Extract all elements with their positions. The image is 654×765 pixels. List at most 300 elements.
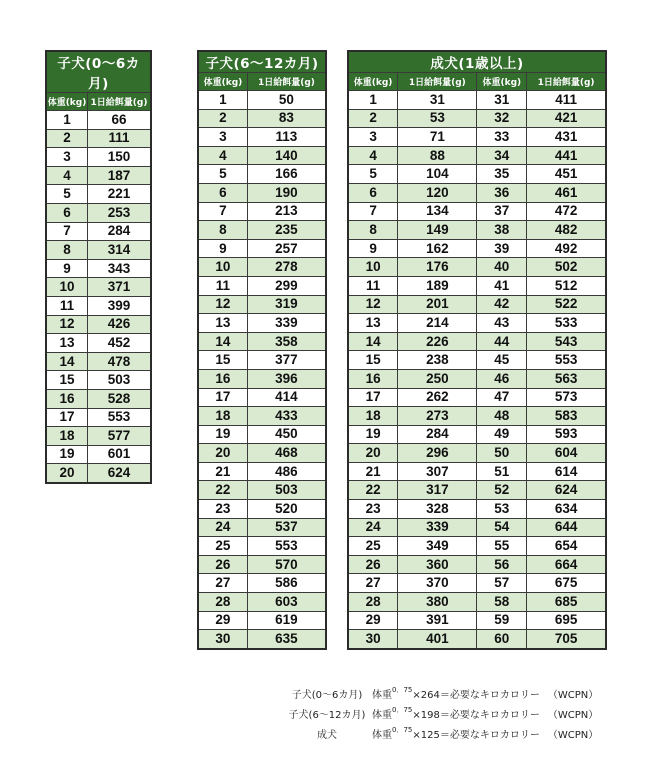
table-row	[348, 630, 606, 649]
daily-amount-cell: 349	[398, 537, 477, 556]
daily-amount-cell: 482	[527, 221, 606, 240]
daily-amount-cell: 396	[247, 369, 326, 388]
weight-cell: 3	[46, 148, 88, 167]
table-row	[348, 202, 606, 221]
table-title: 子犬(0〜6カ月)	[46, 51, 151, 93]
formula-row	[282, 703, 598, 723]
weight-cell: 12	[348, 295, 398, 314]
daily-amount-cell: 134	[398, 202, 477, 221]
weight-cell: 20	[198, 444, 247, 463]
weight-cell: 10	[348, 258, 398, 277]
table-row	[198, 500, 326, 519]
daily-amount-cell: 113	[247, 128, 326, 147]
weight-cell: 43	[477, 314, 527, 333]
table-row	[198, 481, 326, 500]
weight-cell: 16	[46, 389, 88, 408]
daily-amount-cell: 563	[527, 369, 606, 388]
weight-cell: 46	[477, 369, 527, 388]
table-row	[348, 407, 606, 426]
table-title: 子犬(6〜12カ月)	[198, 51, 326, 73]
table-row	[198, 574, 326, 593]
daily-amount-cell: 299	[247, 276, 326, 295]
daily-amount-cell: 603	[247, 593, 326, 612]
daily-amount-cell: 624	[527, 481, 606, 500]
weight-cell: 6	[348, 183, 398, 202]
daily-amount-cell: 614	[527, 462, 606, 481]
daily-amount-cell: 634	[527, 500, 606, 519]
weight-cell: 18	[46, 427, 88, 446]
weight-cell: 7	[46, 222, 88, 241]
daily-amount-cell: 503	[247, 481, 326, 500]
weight-cell: 20	[46, 464, 88, 483]
weight-cell: 29	[348, 611, 398, 630]
daily-amount-cell: 492	[527, 239, 606, 258]
daily-amount-cell: 360	[398, 555, 477, 574]
daily-amount-cell: 221	[88, 185, 151, 204]
weight-cell: 47	[477, 388, 527, 407]
weight-cell: 19	[46, 445, 88, 464]
weight-cell: 1	[46, 111, 88, 130]
table-row	[348, 593, 606, 612]
daily-amount-cell: 257	[247, 239, 326, 258]
formula-source: （WCPN）	[547, 709, 599, 721]
weight-cell: 17	[348, 388, 398, 407]
weight-cell: 54	[477, 518, 527, 537]
daily-amount-cell: 461	[527, 183, 606, 202]
weight-cell: 58	[477, 593, 527, 612]
table-row	[46, 222, 151, 241]
weight-cell: 55	[477, 537, 527, 556]
table-row	[46, 352, 151, 371]
table-row	[198, 407, 326, 426]
weight-cell: 27	[348, 574, 398, 593]
daily-amount-cell: 705	[527, 630, 606, 649]
formula-base: 体重	[372, 690, 392, 701]
daily-amount-cell: 273	[398, 407, 477, 426]
weight-cell: 24	[198, 518, 247, 537]
daily-amount-cell: 377	[247, 351, 326, 370]
weight-cell: 19	[198, 425, 247, 444]
column-header-weight: 体重(kg)	[46, 93, 88, 111]
weight-cell: 37	[477, 202, 527, 221]
weight-cell: 17	[46, 408, 88, 427]
weight-cell: 16	[348, 369, 398, 388]
column-header-daily-amount-2: 1日給餌量(g)	[527, 73, 606, 91]
table-row	[46, 389, 151, 408]
weight-cell: 45	[477, 351, 527, 370]
table-row	[348, 91, 606, 110]
table-row	[198, 91, 326, 110]
daily-amount-cell: 685	[527, 593, 606, 612]
weight-cell: 7	[348, 202, 398, 221]
formula-rest: ×264＝必要なキロカロリー	[412, 690, 540, 701]
weight-cell: 34	[477, 146, 527, 165]
column-header-weight-2: 体重(kg)	[477, 73, 527, 91]
table-row	[348, 332, 606, 351]
daily-amount-cell: 262	[398, 388, 477, 407]
weight-cell: 21	[348, 462, 398, 481]
daily-amount-cell: 253	[88, 203, 151, 222]
weight-cell: 4	[198, 146, 247, 165]
table-row	[348, 146, 606, 165]
table-row	[198, 146, 326, 165]
weight-cell: 57	[477, 574, 527, 593]
table-row	[46, 203, 151, 222]
table-row	[348, 555, 606, 574]
table-row	[198, 425, 326, 444]
daily-amount-cell: 391	[398, 611, 477, 630]
weight-cell: 41	[477, 276, 527, 295]
formula-label: 成犬	[317, 729, 337, 741]
weight-cell: 31	[477, 91, 527, 110]
weight-cell: 59	[477, 611, 527, 630]
table-row	[198, 258, 326, 277]
weight-cell: 38	[477, 221, 527, 240]
daily-amount-cell: 176	[398, 258, 477, 277]
daily-amount-cell: 583	[527, 407, 606, 426]
daily-amount-cell: 586	[247, 574, 326, 593]
weight-cell: 24	[348, 518, 398, 537]
formula-expression	[372, 725, 540, 741]
daily-amount-cell: 577	[88, 427, 151, 446]
weight-cell: 44	[477, 332, 527, 351]
weight-cell: 11	[198, 276, 247, 295]
daily-amount-cell: 399	[88, 296, 151, 315]
weight-cell: 14	[46, 352, 88, 371]
daily-amount-cell: 441	[527, 146, 606, 165]
table-row	[46, 427, 151, 446]
table-row	[348, 109, 606, 128]
daily-amount-cell: 250	[398, 369, 477, 388]
weight-cell: 14	[348, 332, 398, 351]
table-row	[348, 239, 606, 258]
formula-label: 子犬(6〜12カ月)	[288, 709, 366, 721]
weight-cell: 5	[198, 165, 247, 184]
daily-amount-cell: 187	[88, 166, 151, 185]
weight-cell: 10	[198, 258, 247, 277]
table-row	[46, 185, 151, 204]
table-row	[198, 128, 326, 147]
daily-amount-cell: 503	[88, 371, 151, 390]
table-row	[198, 388, 326, 407]
daily-amount-cell: 522	[527, 295, 606, 314]
daily-amount-cell: 140	[247, 146, 326, 165]
weight-cell: 9	[198, 239, 247, 258]
weight-cell: 18	[348, 407, 398, 426]
weight-cell: 18	[198, 407, 247, 426]
table-row	[46, 371, 151, 390]
table-row	[348, 611, 606, 630]
table-title: 成犬(1歳以上)	[348, 51, 606, 73]
weight-cell: 12	[46, 315, 88, 334]
daily-amount-cell: 235	[247, 221, 326, 240]
table-row	[198, 314, 326, 333]
table-row	[198, 462, 326, 481]
column-header-daily-amount: 1日給餌量(g)	[398, 73, 477, 91]
daily-amount-cell: 601	[88, 445, 151, 464]
daily-amount-cell: 307	[398, 462, 477, 481]
column-header-daily-amount: 1日給餌量(g)	[88, 93, 151, 111]
weight-cell: 56	[477, 555, 527, 574]
weight-cell: 15	[348, 351, 398, 370]
table-row	[348, 221, 606, 240]
daily-amount-cell: 214	[398, 314, 477, 333]
daily-amount-cell: 695	[527, 611, 606, 630]
weight-cell: 36	[477, 183, 527, 202]
daily-amount-cell: 111	[88, 129, 151, 148]
weight-cell: 9	[46, 259, 88, 278]
weight-cell: 52	[477, 481, 527, 500]
table-row	[46, 278, 151, 297]
puppy-6-12-months-table	[197, 50, 327, 650]
weight-cell: 50	[477, 444, 527, 463]
daily-amount-cell: 450	[247, 425, 326, 444]
formula-rest: ×198＝必要なキロカロリー	[412, 710, 540, 721]
weight-cell: 4	[348, 146, 398, 165]
daily-amount-cell: 150	[88, 148, 151, 167]
daily-amount-cell: 401	[398, 630, 477, 649]
daily-amount-cell: 452	[88, 334, 151, 353]
daily-amount-cell: 604	[527, 444, 606, 463]
daily-amount-cell: 411	[527, 91, 606, 110]
daily-amount-cell: 433	[247, 407, 326, 426]
formula-source: （WCPN）	[547, 729, 599, 741]
weight-cell: 8	[46, 241, 88, 260]
table-row	[198, 332, 326, 351]
daily-amount-cell: 66	[88, 111, 151, 130]
table-row	[348, 462, 606, 481]
table-row	[46, 166, 151, 185]
daily-amount-cell: 528	[88, 389, 151, 408]
formula-base: 体重	[372, 710, 392, 721]
daily-amount-cell: 166	[247, 165, 326, 184]
table-row	[198, 518, 326, 537]
formula-rest: ×125＝必要なキロカロリー	[412, 730, 540, 741]
table-row	[348, 183, 606, 202]
weight-cell: 51	[477, 462, 527, 481]
table-row	[348, 258, 606, 277]
weight-cell: 6	[198, 183, 247, 202]
daily-amount-cell: 520	[247, 500, 326, 519]
table-row	[198, 537, 326, 556]
weight-cell: 35	[477, 165, 527, 184]
daily-amount-cell: 414	[247, 388, 326, 407]
weight-cell: 40	[477, 258, 527, 277]
daily-amount-cell: 88	[398, 146, 477, 165]
weight-cell: 1	[348, 91, 398, 110]
daily-amount-cell: 533	[527, 314, 606, 333]
weight-cell: 2	[46, 129, 88, 148]
weight-cell: 1	[198, 91, 247, 110]
daily-amount-cell: 238	[398, 351, 477, 370]
daily-amount-cell: 543	[527, 332, 606, 351]
daily-amount-cell: 284	[88, 222, 151, 241]
weight-cell: 13	[348, 314, 398, 333]
weight-cell: 33	[477, 128, 527, 147]
table-row	[348, 165, 606, 184]
table-row	[348, 388, 606, 407]
weight-cell: 20	[348, 444, 398, 463]
daily-amount-cell: 314	[88, 241, 151, 260]
weight-cell: 30	[198, 630, 247, 649]
formula-label: 子犬(0〜6カ月)	[291, 689, 363, 701]
daily-amount-cell: 573	[527, 388, 606, 407]
daily-amount-cell: 421	[527, 109, 606, 128]
table-row	[198, 369, 326, 388]
table-row	[198, 183, 326, 202]
table-row	[348, 444, 606, 463]
table-row	[46, 259, 151, 278]
daily-amount-cell: 120	[398, 183, 477, 202]
daily-amount-cell: 53	[398, 109, 477, 128]
table-row	[46, 408, 151, 427]
weight-cell: 2	[348, 109, 398, 128]
table-row	[46, 129, 151, 148]
table-row	[198, 239, 326, 258]
weight-cell: 12	[198, 295, 247, 314]
weight-cell: 6	[46, 203, 88, 222]
daily-amount-cell: 83	[247, 109, 326, 128]
daily-amount-cell: 486	[247, 462, 326, 481]
table-row	[348, 276, 606, 295]
daily-amount-cell: 213	[247, 202, 326, 221]
daily-amount-cell: 371	[88, 278, 151, 297]
daily-amount-cell: 472	[527, 202, 606, 221]
table-row	[198, 202, 326, 221]
formula-expression	[372, 685, 540, 701]
table-row	[348, 500, 606, 519]
daily-amount-cell: 380	[398, 593, 477, 612]
daily-amount-cell: 201	[398, 295, 477, 314]
weight-cell: 7	[198, 202, 247, 221]
formula-exponent: 0．75	[392, 686, 413, 694]
daily-amount-cell: 468	[247, 444, 326, 463]
daily-amount-cell: 149	[398, 221, 477, 240]
weight-cell: 22	[198, 481, 247, 500]
weight-cell: 2	[198, 109, 247, 128]
weight-cell: 3	[348, 128, 398, 147]
table-row	[348, 481, 606, 500]
weight-cell: 39	[477, 239, 527, 258]
formula-row	[282, 683, 598, 703]
weight-cell: 29	[198, 611, 247, 630]
daily-amount-cell: 190	[247, 183, 326, 202]
table-row	[198, 630, 326, 649]
table-row	[46, 315, 151, 334]
daily-amount-cell: 593	[527, 425, 606, 444]
table-row	[348, 574, 606, 593]
table-row	[198, 295, 326, 314]
daily-amount-cell: 328	[398, 500, 477, 519]
table-row	[348, 518, 606, 537]
table-row	[348, 425, 606, 444]
formula-exponent: 0．75	[392, 706, 413, 714]
daily-amount-cell: 31	[398, 91, 477, 110]
weight-cell: 21	[198, 462, 247, 481]
weight-cell: 27	[198, 574, 247, 593]
daily-amount-cell: 675	[527, 574, 606, 593]
weight-cell: 19	[348, 425, 398, 444]
weight-cell: 8	[348, 221, 398, 240]
table-row	[198, 165, 326, 184]
table-row	[46, 334, 151, 353]
weight-cell: 15	[46, 371, 88, 390]
weight-cell: 5	[348, 165, 398, 184]
adult-dog-table	[347, 50, 607, 650]
weight-cell: 9	[348, 239, 398, 258]
weight-cell: 13	[198, 314, 247, 333]
daily-amount-cell: 343	[88, 259, 151, 278]
formula-source: （WCPN）	[547, 689, 599, 701]
daily-amount-cell: 635	[247, 630, 326, 649]
formula-row	[282, 723, 598, 743]
weight-cell: 53	[477, 500, 527, 519]
weight-cell: 17	[198, 388, 247, 407]
column-header-daily-amount: 1日給餌量(g)	[247, 73, 326, 91]
daily-amount-cell: 317	[398, 481, 477, 500]
weight-cell: 13	[46, 334, 88, 353]
weight-cell: 32	[477, 109, 527, 128]
weight-cell: 3	[198, 128, 247, 147]
weight-cell: 14	[198, 332, 247, 351]
daily-amount-cell: 502	[527, 258, 606, 277]
daily-amount-cell: 50	[247, 91, 326, 110]
daily-amount-cell: 664	[527, 555, 606, 574]
daily-amount-cell: 71	[398, 128, 477, 147]
table-row	[46, 241, 151, 260]
daily-amount-cell: 189	[398, 276, 477, 295]
daily-amount-cell: 553	[247, 537, 326, 556]
weight-cell: 26	[198, 555, 247, 574]
table-row	[46, 111, 151, 130]
table-row	[198, 109, 326, 128]
table-row	[348, 314, 606, 333]
daily-amount-cell: 619	[247, 611, 326, 630]
table-row	[46, 464, 151, 483]
weight-cell: 60	[477, 630, 527, 649]
daily-amount-cell: 553	[527, 351, 606, 370]
formula-base: 体重	[372, 730, 392, 741]
table-row	[198, 555, 326, 574]
daily-amount-cell: 162	[398, 239, 477, 258]
table-row	[198, 351, 326, 370]
table-row	[348, 351, 606, 370]
table-row	[348, 537, 606, 556]
weight-cell: 30	[348, 630, 398, 649]
daily-amount-cell: 296	[398, 444, 477, 463]
daily-amount-cell: 624	[88, 464, 151, 483]
daily-amount-cell: 431	[527, 128, 606, 147]
daily-amount-cell: 319	[247, 295, 326, 314]
daily-amount-cell: 570	[247, 555, 326, 574]
table-row	[46, 296, 151, 315]
weight-cell: 28	[198, 593, 247, 612]
daily-amount-cell: 426	[88, 315, 151, 334]
table-row	[198, 611, 326, 630]
weight-cell: 48	[477, 407, 527, 426]
daily-amount-cell: 104	[398, 165, 477, 184]
puppy-0-6-months-table	[45, 50, 152, 484]
daily-amount-cell: 553	[88, 408, 151, 427]
daily-amount-cell: 512	[527, 276, 606, 295]
weight-cell: 11	[46, 296, 88, 315]
table-row	[198, 276, 326, 295]
daily-amount-cell: 278	[247, 258, 326, 277]
formula-exponent: 0．75	[392, 726, 413, 734]
daily-amount-cell: 644	[527, 518, 606, 537]
table-row	[348, 128, 606, 147]
weight-cell: 22	[348, 481, 398, 500]
